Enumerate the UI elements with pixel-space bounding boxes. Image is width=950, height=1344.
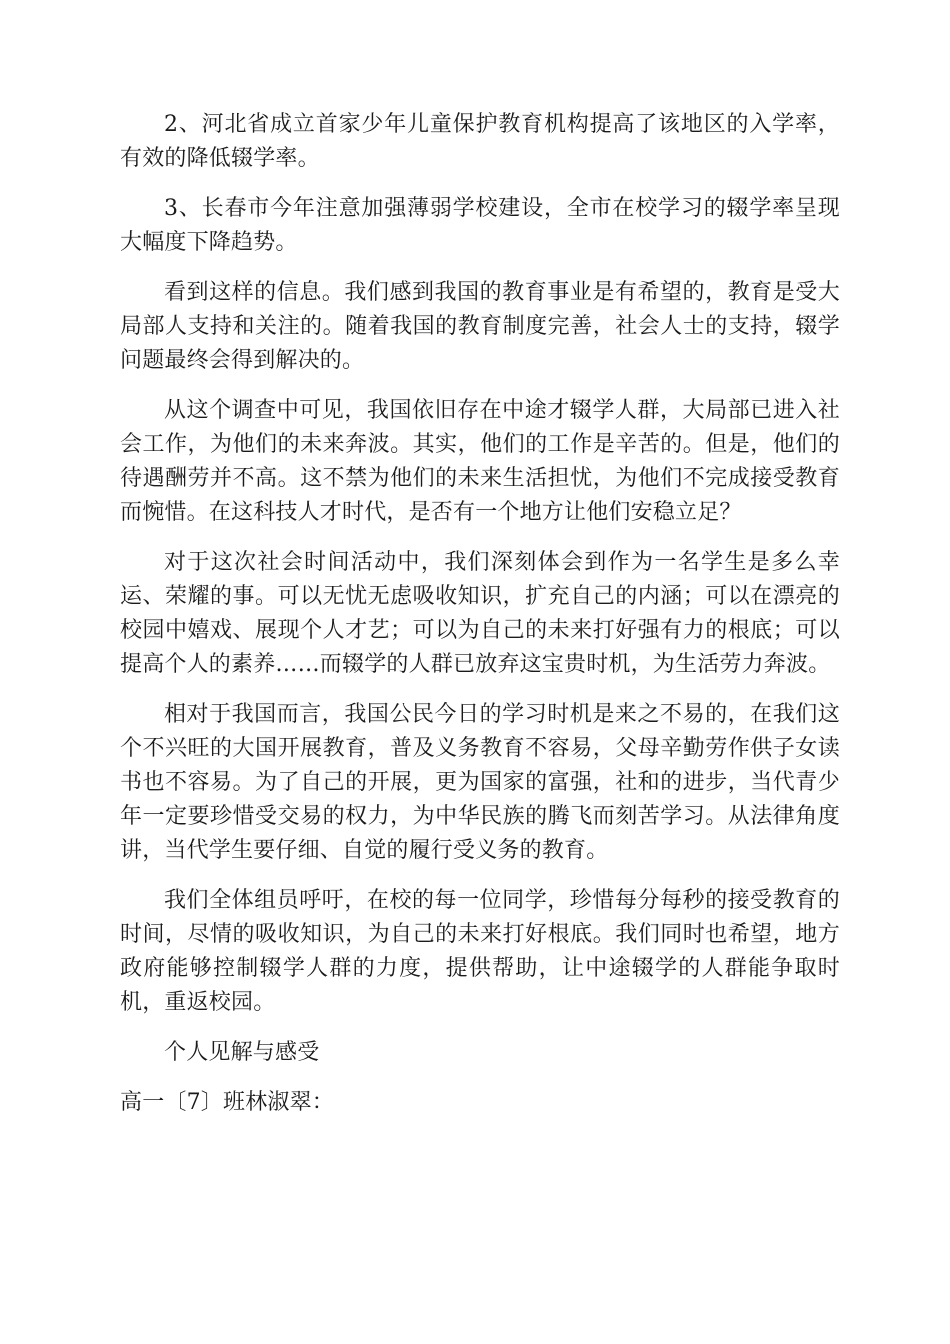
paragraph-item-3: 3、长春市今年注意加强薄弱学校建设，全市在校学习的辍学率呈现大幅度下降趋势。 <box>120 196 840 255</box>
paragraph-item-2: 2、河北省成立首家少年儿童保护教育机构提高了该地区的入学率，有效的降低辍学率。 <box>120 112 840 171</box>
author-line: 高一〔7〕班林淑翠： <box>120 1090 334 1115</box>
section-heading: 个人见解与感受 <box>164 1040 320 1065</box>
paragraph-observation: 看到这样的信息。我们感到我国的教育事业是有希望的，教育是受大局部人支持和关注的。随着我国的教育制度完善，社会人士的支持，辍学问题最终会得到解决的。 <box>120 280 840 373</box>
document-page <box>120 108 840 1136</box>
paragraph-survey-findings: 从这个调查中可见，我国依旧存在中途才辍学人群，大局部已进入社会工作，为他们的未来奔波。其实，他们的工作是辛苦的。但是，他们的待遇酬劳并不高。这不禁为他们的未来生活担忧，为他们不完成接受教育而惋惜。在这科技人才时代，是否有一个地方让他们安稳立足？ <box>120 398 840 525</box>
paragraph-appeal: 我们全体组员呼吁，在校的每一位同学，珍惜每分每秒的接受教育的时间，尽情的吸收知识，为自己的未来打好根底。我们同时也希望，地方政府能够控制辍学人群的力度，提供帮助，让中途辍学的人群能争取时机，重返校园。 <box>120 888 840 1015</box>
paragraph-student-reflection: 对于这次社会时间活动中，我们深刻体会到作为一名学生是多么幸运、荣耀的事。可以无忧无虑吸收知识，扩充自己的内涵；可以在漂亮的校园中嬉戏、展现个人才艺；可以为自己的未来打好强有力的根底；可以提高个人的素养……而辍学的人群已放弃这宝贵时机，为生活劳力奔波。 <box>120 550 840 677</box>
paragraph-education-importance: 相对于我国而言，我国公民今日的学习时机是来之不易的，在我们这个不兴旺的大国开展教育，普及义务教育不容易，父母辛勤劳作供子女读书也不容易。为了自己的开展，更为国家的富强，社和的进步，当代青少年一定要珍惜受交易的权力，为中华民族的腾飞而刻苦学习。从法律角度讲，当代学生要仔细、自觉的履行受义务的教育。 <box>120 702 840 863</box>
